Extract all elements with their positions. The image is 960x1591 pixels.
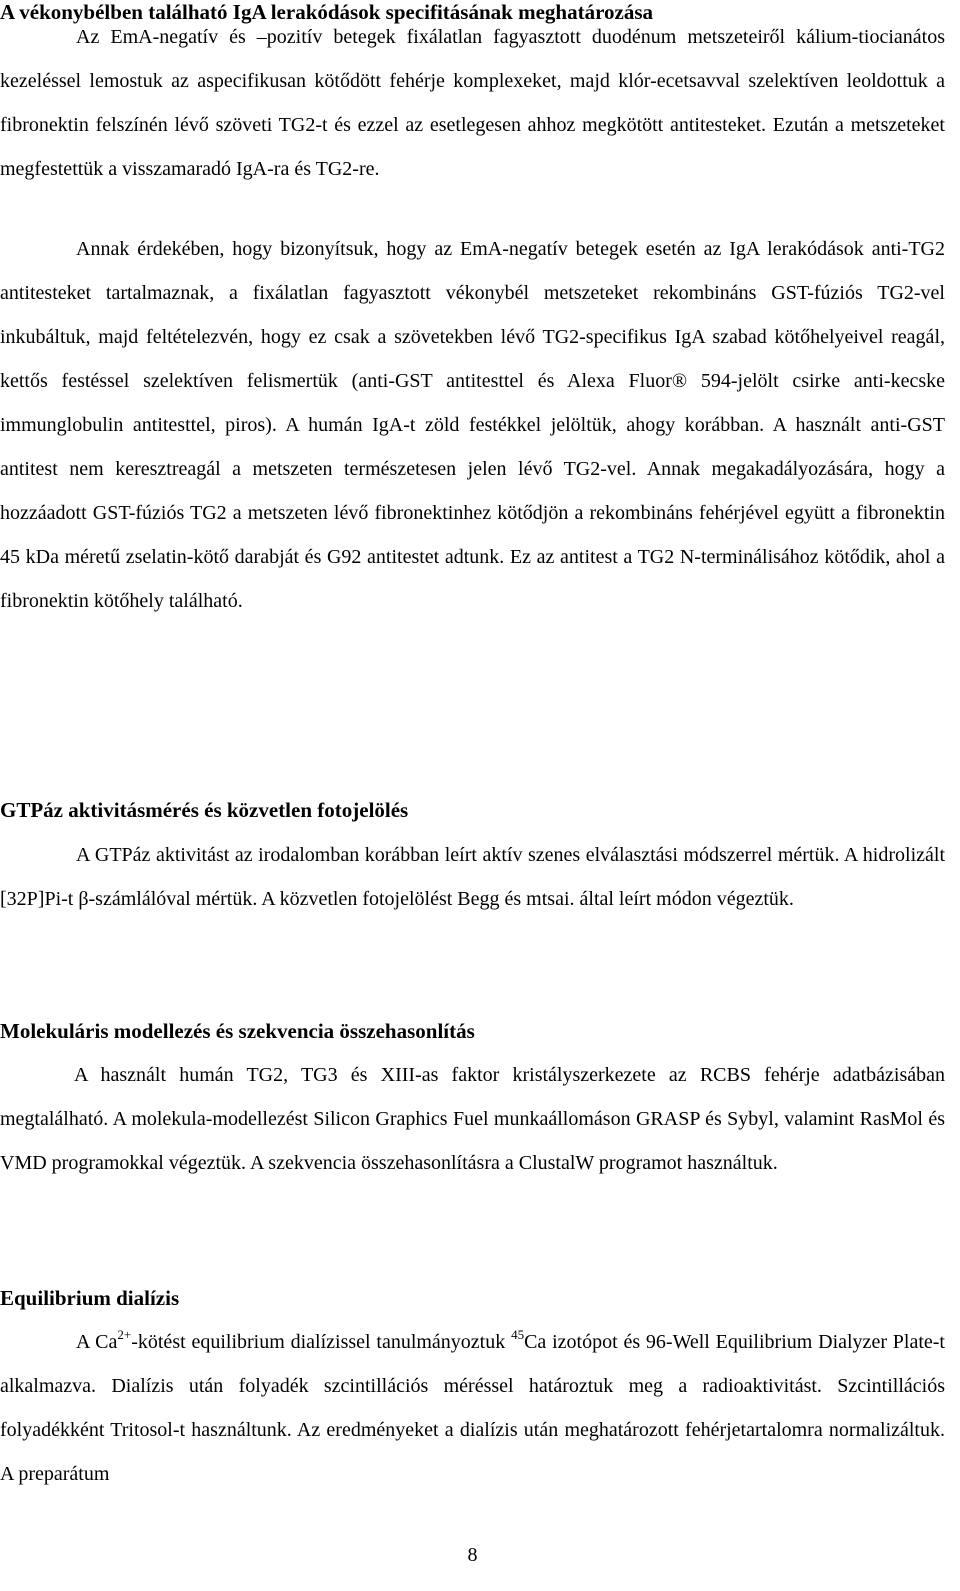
superscript-charge: 2+ bbox=[117, 1327, 132, 1342]
section-title-iga: A vékonybélben található IgA lerakódások specifitásának meghatározása bbox=[0, 0, 653, 24]
paragraph-iga-2: Annak érdekében, hogy bizonyítsuk, hogy az EmA-negatív betegek esetén az IgA lerakódások anti-TG2 antitesteket tartalmaznak, a fixálatlan fagyasztott vékonybél metszeteket rekombináns GST-fúziós TG2-vel inkubáltuk, majd feltételezvén, hogy ez csak a szövetekben lévő TG2-specifikus IgA szabad kötőhelyeivel reagál, kettős festéssel szelektíven felismertük (anti-GST antitesttel és Alexa Fluor® 594-jelölt csirke anti-kecske immunglobulin antitesttel, piros). A humán IgA-t zöld festékkel jelöltük, ahogy korábban. A használt anti-GST antitest nem keresztreagál a metszeten természetesen jelen lévő TG2-vel. Annak megakadályozására, hogy a hozzáadott GST-fúziós TG2 a metszeten lévő fibronektinhez kötődjön a rekombináns fehérjével együtt a fibronektin 45 kDa méretű zselatin-kötő darabját és G92 antitestet adtunk. Ez az antitest a TG2 N-terminálisához kötődik, ahol a fibronektin kötőhely található. bbox=[0, 238, 945, 612]
superscript-isotope-mass: 45 bbox=[511, 1327, 525, 1342]
paragraph-gtpase-1: A GTPáz aktivitást az irodalomban korábban leírt aktív szenes elválasztási módszerrel mértük. A hidrolizált [32P]Pi-t β-számlálóval mértük. A közvetlen fotojelölést Begg és mtsai. által leírt módon végeztük. bbox=[0, 844, 945, 910]
section-title-equilibrium-dialysis: Equilibrium dialízis bbox=[0, 1286, 180, 1310]
paragraph-iga-1: Az EmA-negatív és –pozitív betegek fixálatlan fagyasztott duodénum metszeteiről kálium-tiocianátos kezeléssel lemostuk az aspecifikusan kötődött fehérje komplexeket, majd klór-ecetsavval szelektíven leoldottuk a fibronektin felszínén lévő szöveti TG2-t és ezzel az esetlegesen ahhoz megkötött antitesteket. Ezután a metszeteket megfestettük a visszamaradó IgA-ra és TG2-re. bbox=[0, 26, 945, 180]
text-fragment: Ca izotópot és 96-Well Equilibrium Dialyzer Plate-t alkalmazva. Dialízis után folyadék szcintillációs méréssel határoztuk meg a radioaktivitást. Szcintillációs folyadékként Tritosol-t használtunk. Az eredményeket a dialízis után meghatározott fehérjetartalomra normalizáltuk. A preparátum bbox=[0, 1331, 945, 1485]
paragraph-molecular-modeling-1: A használt humán TG2, TG3 és XIII-as faktor kristályszerkezete az RCBS fehérje adatbázisában megtalálható. A molekula-modellezést Silicon Graphics Fuel munkaállomáson GRASP és Sybyl, valamint RasMol és VMD programokkal végeztük. A szekvencia összehasonlításra a ClustalW programot használtuk. bbox=[0, 1064, 945, 1174]
section-title-gtpase: GTPáz aktivitásmérés és közvetlen fotojelölés bbox=[0, 798, 409, 822]
section-title-molecular-modeling: Molekuláris modellezés és szekvencia összehasonlítás bbox=[0, 1019, 475, 1043]
page-number: 8 bbox=[467, 1544, 478, 1566]
paragraph-equilibrium-dialysis-1 bbox=[0, 1320, 945, 1496]
text-fragment: -kötést equilibrium dialízissel tanulmányoztuk bbox=[131, 1331, 512, 1353]
text-fragment: A Ca bbox=[76, 1331, 118, 1353]
